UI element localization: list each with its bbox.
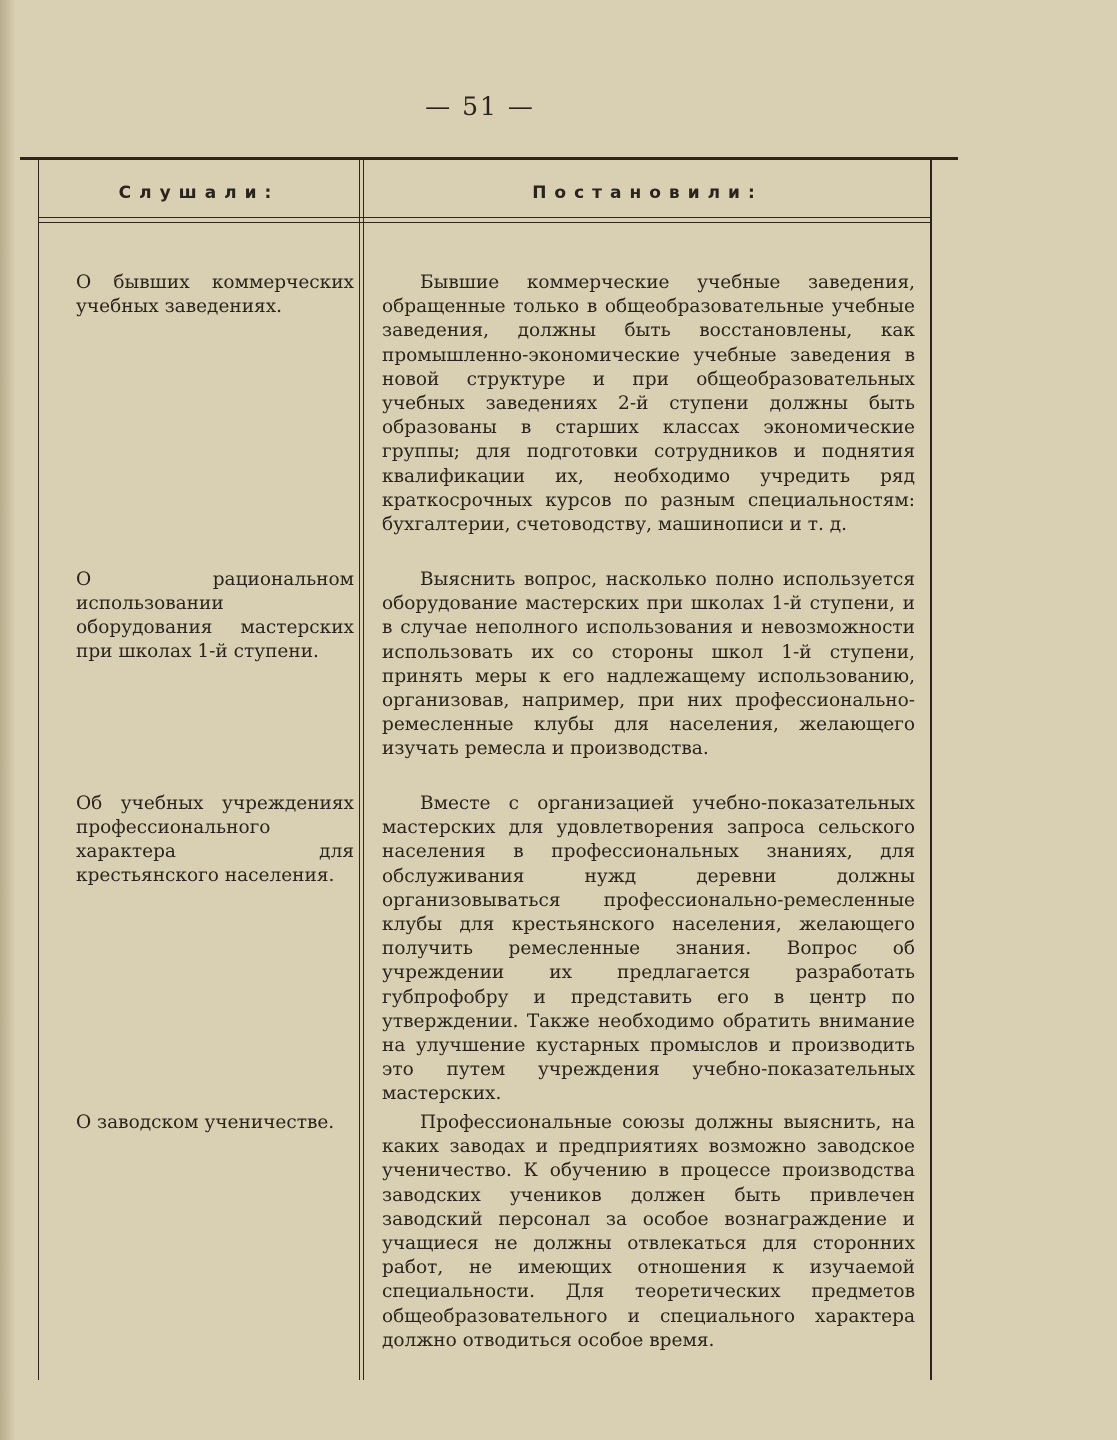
page-number: — 51 —: [425, 92, 535, 121]
table-left-border: [38, 160, 39, 1380]
column-header-heard: Слушали:: [118, 183, 280, 203]
resolved-item-1: Бывшие коммерческие учебные заведения, обращенные только в общеобразовательные учебные заведения, должны быть восстановлены, как промышленно-экономические учебные заведения в новой структуре и при общеобразовательных учебных заведениях 2-й ступени должны быть образованы в старших классах экономические группы; для подготовки сотрудников и поднятия квалификации их, необходимо учредить ряд краткосрочных курсов по разным специальностям: бухгалтерии, счетоводству, машинописи и т. д.: [382, 272, 915, 536]
heard-item-1: О бывших коммерческих учебных заведениях.: [76, 272, 354, 317]
resolved-item-3: Вместе с организацией учебно-показательных мастерских для удовлетворения запроса сельского населения в профессиональных знаниях, для обслуживания нужд деревни должны организовываться профессионально-ремесленные клубы для крестьянского населения, желающего получить ремесленные знания. Вопрос об учреждении их предлагается разработать губпрофобру и представить его в центр по утверждении. Также необходимо обратить внимание на улучшение кустарных промыслов и производить это путем учреждения учебно-показательных мастерских.: [382, 793, 915, 1105]
column-header-resolved: Постановили:: [532, 183, 763, 203]
resolved-item-2: Выяснить вопрос, насколько полно используется оборудование мастерских при школах 1-й ступени, и в случае неполного использования и невозможности использовать их со стороны школ 1-й ступени, принять меры к его надлежащему использованию, организовав, например, при них профессионально-ремесленные клубы для населения, желающего изучать ремесла и производства.: [382, 569, 915, 760]
table-right-border: [930, 160, 932, 1380]
column-divider-line-1: [359, 160, 360, 1380]
header-rule-2: [38, 222, 931, 223]
heard-item-4: О заводском ученичестве.: [76, 1112, 335, 1133]
resolved-item-4: Профессиональные союзы должны выяснить, на каких заводах и предприятиях возможно заводское ученичество. К обучению в процессе производства заводских учеников должен быть привлечен заводский персонал за особое вознаграждение и учащиеся не должны отвлекаться для сторонних работ, не имеющих отношения к изучаемой специальности. Для теоретических предметов общеобразовательного и специального характера должно отводиться особое время.: [382, 1112, 915, 1351]
column-divider-line-2: [363, 160, 364, 1380]
heard-item-3: Об учебных учреждениях профессионального характера для крестьянского населения.: [76, 793, 354, 886]
page-edge-shadow: [0, 0, 14, 1440]
heard-item-2: О рациональном использовании оборудования мастерских при школах 1-й ступени.: [76, 569, 354, 662]
table-top-rule: [20, 157, 958, 160]
header-rule-1: [38, 217, 931, 218]
